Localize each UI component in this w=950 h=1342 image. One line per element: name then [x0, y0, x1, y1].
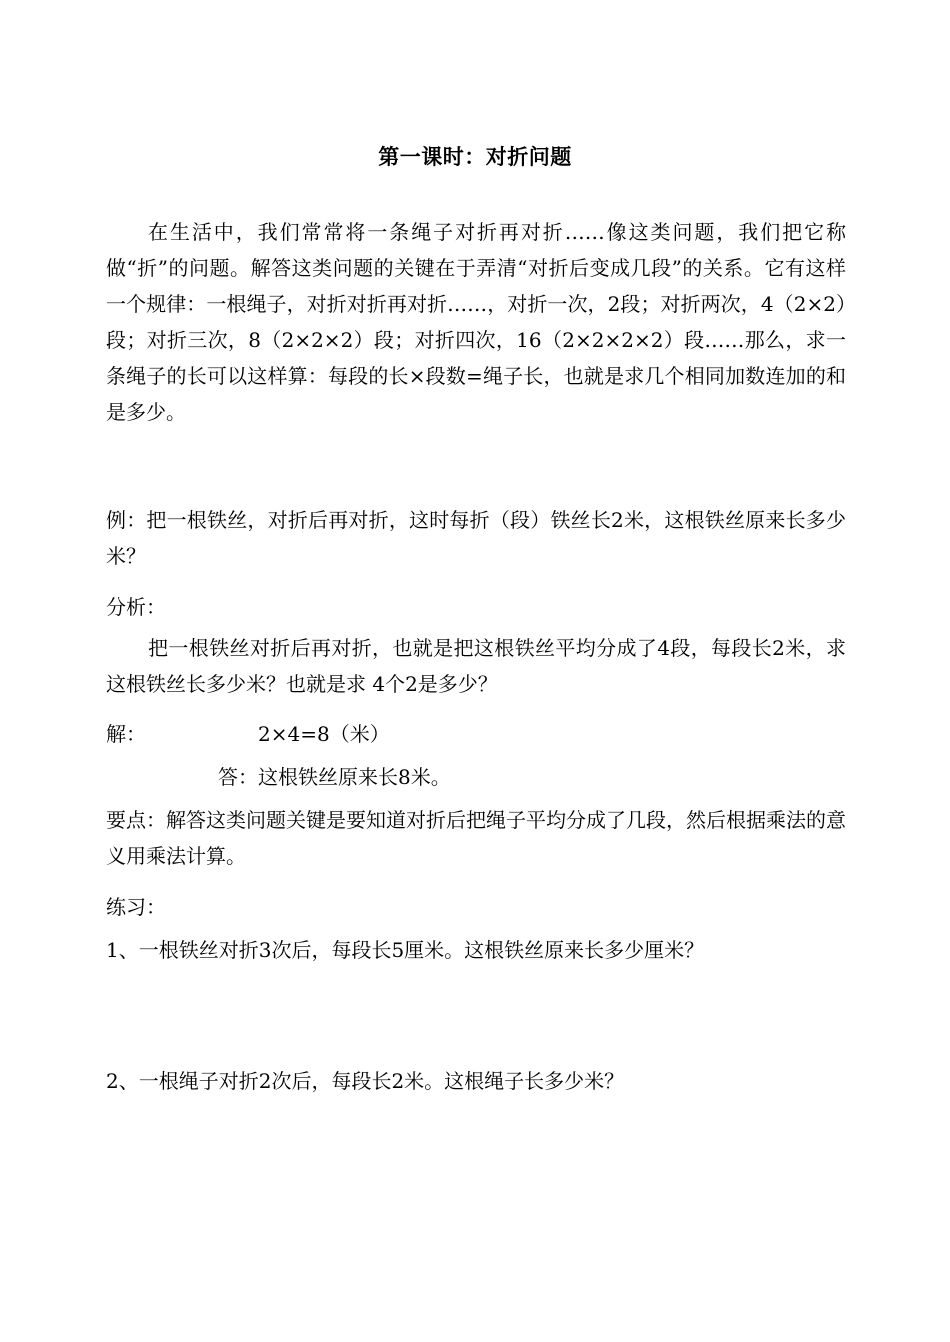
analysis-paragraph: 把一根铁丝对折后再对折，也就是把这根铁丝平均分成了4段，每段长2米，求这根铁丝长多少米？也就是求 4个2是多少？	[106, 636, 846, 696]
key-point-paragraph: 要点：解答这类问题关键是要知道对折后把绳子平均分成了几段，然后根据乘法的意义用乘法计算。	[106, 808, 846, 868]
solution-equation: 2×4=8（米）	[258, 722, 390, 746]
intro-paragraph: 在生活中，我们常常将一条绳子对折再对折……像这类问题，我们把它称做“折”的问题。解答这类问题的关键在于弄清“对折后变成几段”的关系。它有这样一个规律：一根绳子，对折对折再对折……，对折一次，2段；对折两次，4（2×2）段；对折三次，8（2×2×2）段；对折四次，16（2×2×2×2）段……那么，求一条绳子的长可以这样算：每段的长×段数=绳子长，也就是求几个相同加数连加的和是多少。	[106, 220, 846, 424]
analysis-label: 分析：	[106, 595, 166, 619]
practice-question-1: 1、一根铁丝对折3次后，每段长5厘米。这根铁丝原来长多少厘米？	[106, 938, 705, 962]
practice-label: 练习：	[106, 895, 166, 919]
answer-text: 答：这根铁丝原来长8米。	[218, 765, 451, 789]
lesson-title: 第一课时：对折问题	[378, 145, 572, 169]
practice-question-2: 2、一根绳子对折2次后，每段长2米。这根绳子长多少米？	[106, 1069, 625, 1093]
example-problem: 例：把一根铁丝，对折后再对折，这时每折（段）铁丝长2米，这根铁丝原来长多少米？	[106, 508, 846, 568]
solution-label: 解：	[106, 722, 146, 746]
